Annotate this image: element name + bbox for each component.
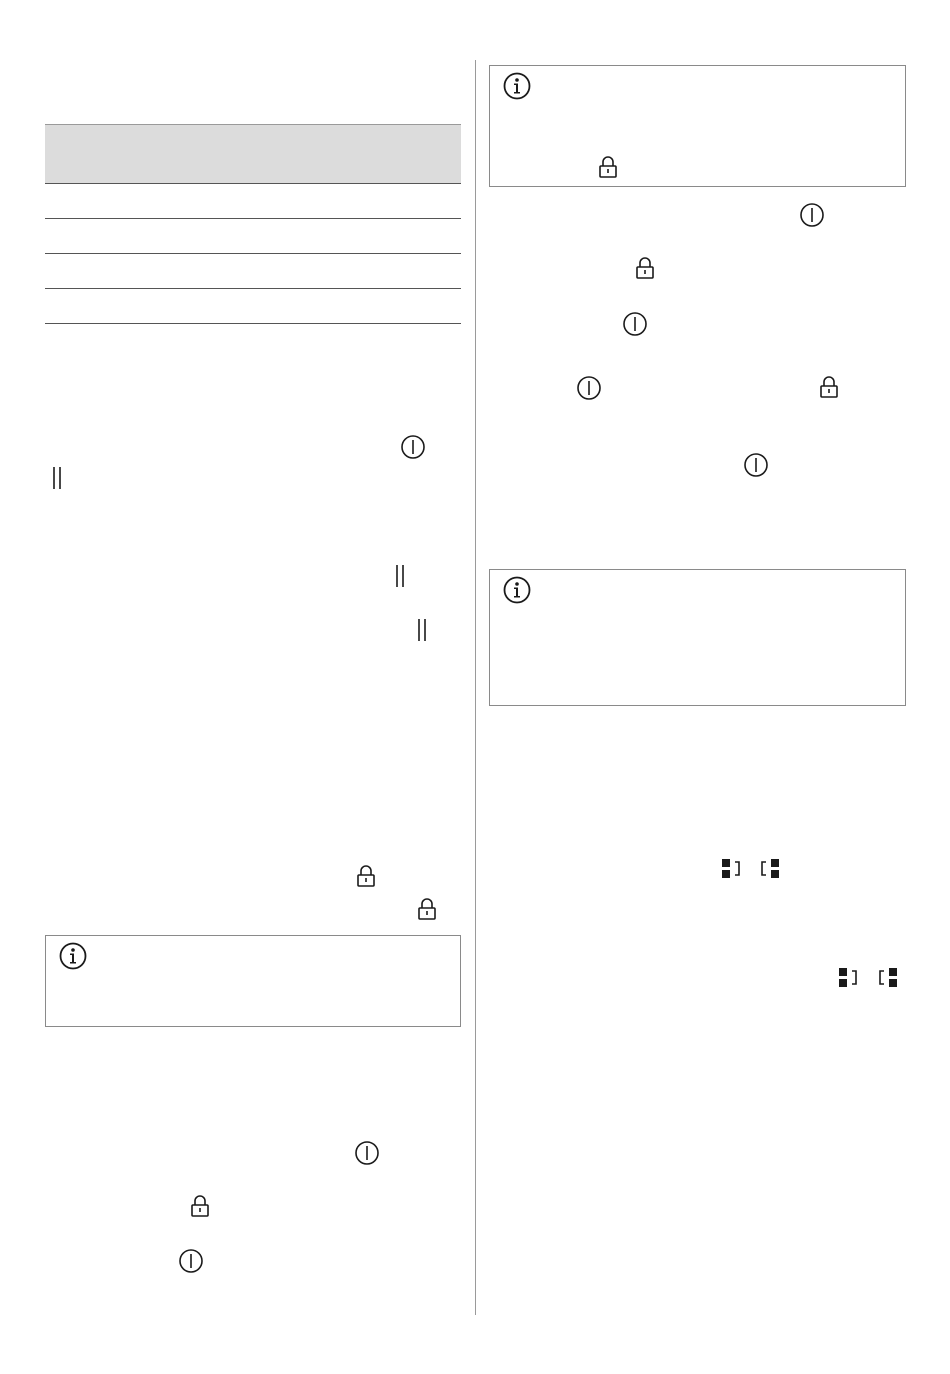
bridge-right-icon	[758, 857, 780, 881]
settings-table	[45, 124, 461, 324]
bridge-left-icon	[721, 857, 743, 881]
info-icon	[503, 72, 531, 100]
bridge-left-icon	[838, 966, 860, 990]
column-divider	[475, 60, 476, 1315]
info-box	[45, 935, 461, 1027]
lock-icon	[190, 1194, 210, 1218]
table-row	[45, 219, 461, 254]
power-icon	[354, 1140, 380, 1166]
power-icon	[576, 375, 602, 401]
lock-icon	[635, 256, 655, 280]
lock-icon	[819, 375, 839, 399]
pause-icon	[393, 564, 407, 588]
lock-icon	[598, 155, 618, 179]
info-icon	[503, 576, 531, 604]
table-row	[45, 254, 461, 289]
power-icon	[400, 434, 426, 460]
lock-icon	[417, 897, 437, 921]
lock-icon	[356, 864, 376, 888]
pause-icon	[415, 618, 429, 642]
table-row	[45, 289, 461, 324]
power-icon	[799, 202, 825, 228]
table-header	[45, 124, 461, 184]
pause-icon	[50, 466, 64, 490]
info-box	[489, 569, 906, 706]
info-icon	[59, 942, 87, 970]
table-row	[45, 184, 461, 219]
power-icon	[622, 311, 648, 337]
power-icon	[178, 1248, 204, 1274]
info-box	[489, 65, 906, 187]
bridge-right-icon	[876, 966, 898, 990]
power-icon	[743, 452, 769, 478]
